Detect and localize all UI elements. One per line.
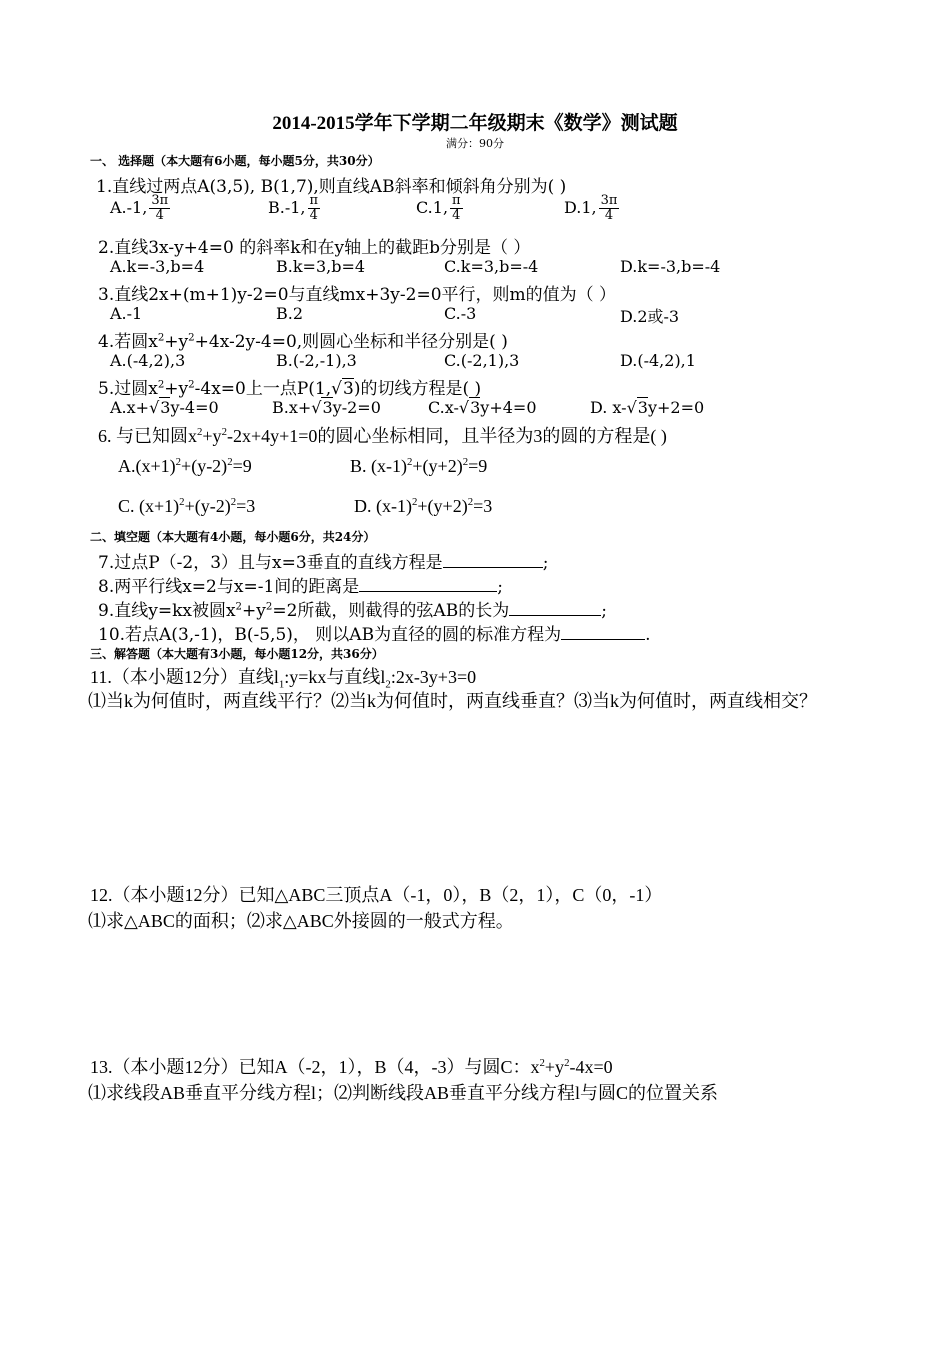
q9-answer-blank[interactable]: [509, 599, 601, 616]
q6-option-a: $A.(x+1)^2+(y-2)^2=9$: [118, 456, 252, 476]
question-2: 2.直线3x-y+4=0 的斜率k和在y轴上的截距b分别是（ ）: [98, 238, 531, 258]
question-8: 8.两平行线x=2与x=-1间的距离是 ;: [98, 577, 503, 597]
q4-option-d: D.(-4,2),1: [620, 351, 696, 370]
question-12-head: 12.（本小题12分）已知△ABC三顶点A（-1，0），B（2，1），C（0，-1）: [90, 885, 663, 905]
q1-option-d: D.1, $\frac{3\pi}{4}$: [564, 193, 618, 223]
q5-option-b: B.x+√3y-2=0: [272, 398, 381, 417]
question-10: 10.若点A(3,-1)，B(-5,5)， 则以AB为直径的圆的标准方程为 .: [98, 625, 651, 645]
q3-option-a: A.-1: [110, 304, 143, 323]
section-solve-heading: 三、解答题（本大题有3小题，每小题12分，共36分）: [90, 647, 384, 661]
q7-answer-blank[interactable]: [443, 551, 543, 568]
section-fill-heading: 二、填空题（本大题有4小题，每小题6分，共24分）: [90, 530, 376, 544]
q6-option-c: C. $(x+1)^2+(y-2)^2=3$: [118, 496, 256, 516]
q3-option-c: C.-3: [444, 304, 477, 323]
q2-option-d: D.k=-3,b=-4: [620, 257, 721, 276]
q1-option-c: C.1, $\frac{\pi}{4}$: [416, 193, 461, 223]
q2-option-a: A.k=-3,b=4: [110, 257, 205, 276]
question-3: 3.直线2x+(m+1)y-2=0与直线mx+3y-2=0平行，则m的值为（ ）: [98, 285, 617, 305]
question-12-body: ⑴求△ABC的面积；⑵求△ABC外接圆的一般式方程。: [88, 911, 514, 931]
q5-option-a: A.x+√3y-4=0: [110, 398, 219, 417]
question-4: 4.若圆$x^2+y^2+4x-2y-4=0$,则圆心坐标和半径分别是( ): [98, 332, 508, 352]
q8-answer-blank[interactable]: [359, 575, 497, 592]
q4-option-b: B.(-2,-1),3: [276, 351, 357, 370]
full-score-label: 满分：90分: [446, 137, 504, 150]
question-1: 1.直线过两点A(3,5), B(1,7),则直线AB斜率和倾斜角分别为( ): [96, 177, 567, 197]
q3-option-d: D.2或-3: [620, 307, 680, 326]
question-7: 7.过点P（-2，3）且与x=3垂直的直线方程是 ;: [98, 553, 549, 573]
question-11-head: 11.（本小题12分）直线$l_1:y=kx$与直线$l_2:2x-3y+3=0$: [90, 667, 477, 691]
page-title: 2014-2015学年下学期二年级期末《数学》测试题: [272, 113, 678, 134]
q2-option-b: B.k=3,b=4: [276, 257, 366, 276]
q5-option-c: C.x-√3y+4=0: [428, 398, 537, 417]
q4-option-c: C.(-2,1),3: [444, 351, 520, 370]
question-6: 6. 与已知圆$x^2+y^2-2x+4y+1=0$的圆心坐标相同，且半径为3的圆的方程是( ): [98, 426, 667, 446]
q10-answer-blank[interactable]: [561, 623, 645, 640]
section-choice-heading: 一、 选择题（本大题有6小题，每小题5分，共30分）: [90, 154, 380, 168]
question-13-body: ⑴求线段AB垂直平分线方程l；⑵判断线段AB垂直平分线方程l与圆C的位置关系: [88, 1083, 719, 1103]
question-13-head: 13.（本小题12分）已知A（-2，1），B（4，-3）与圆C：$x^2+y^2-4x=0$: [90, 1057, 613, 1077]
q4-option-a: A.(-4,2),3: [110, 351, 186, 370]
q5-option-d: D. x-√3y+2=0: [590, 398, 705, 417]
q6-option-b: B. $(x-1)^2+(y+2)^2=9$: [350, 456, 488, 476]
question-9: 9.直线y=kx被圆$x^2+y^2=2$所截，则截得的弦AB的长为 ;: [98, 601, 607, 621]
q1-option-a: A.-1, $\frac{3\pi}{4}$: [110, 193, 169, 223]
q1-option-b: B.-1, $\frac{\pi}{4}$: [268, 193, 319, 223]
q3-option-b: B.2: [276, 304, 304, 323]
q2-option-c: C.k=3,b=-4: [444, 257, 539, 276]
question-5: 5.过圆$x^2+y^2-4x=0$上一点P(1,√3)的切线方程是( ): [98, 379, 482, 399]
q6-option-d: D. $(x-1)^2+(y+2)^2=3$: [354, 496, 493, 516]
question-11-body: ⑴当k为何值时，两直线平行？⑵当k为何值时，两直线垂直？⑶当k为何值时，两直线相交？: [88, 691, 817, 711]
